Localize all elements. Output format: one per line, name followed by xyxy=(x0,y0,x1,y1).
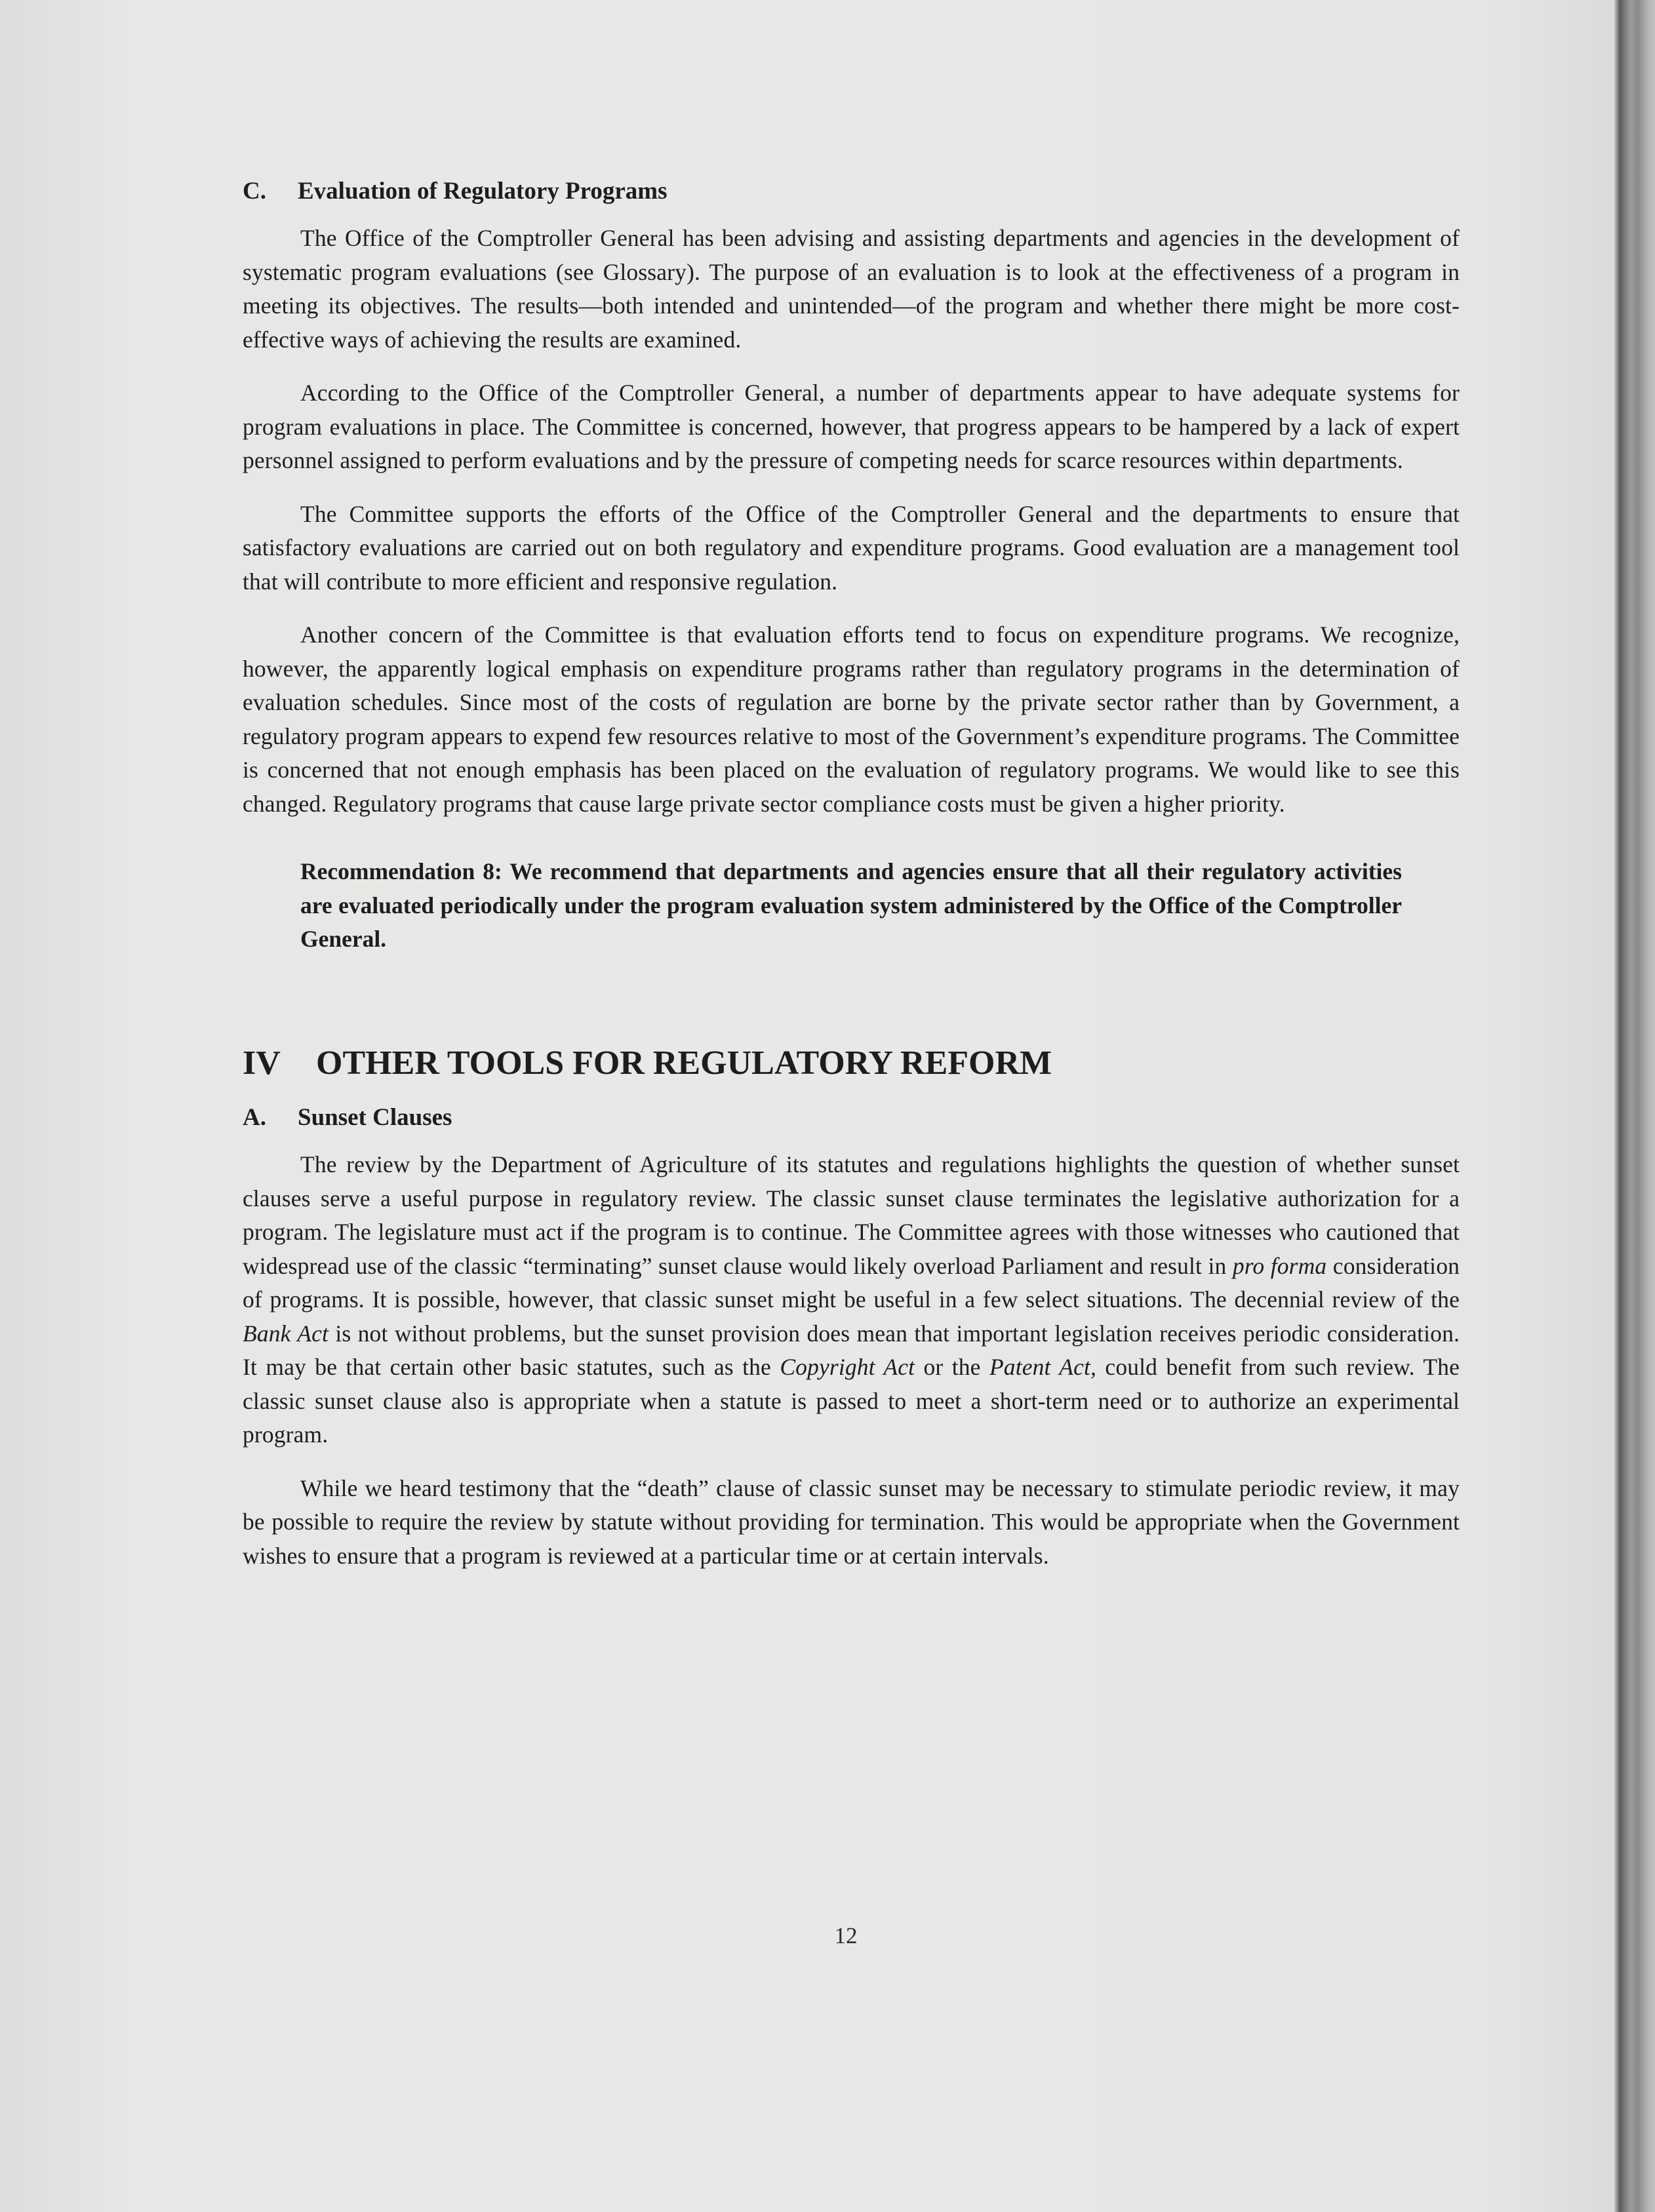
text-run: or the xyxy=(915,1354,989,1381)
paragraph: The Committee supports the efforts of the Office of the Comptroller General and the departments to ensure that satisfactory evaluations are carried out on both regulatory and expenditure programs. Good evaluation are a management tool that will contribute to more efficient and responsive regulation. xyxy=(243,500,1460,595)
italic-statute-title: Patent Act, xyxy=(989,1354,1097,1381)
text-run: is not without problems, but the sunset provision does mean that important legislation receives periodic consideration. It may be that certain other basic statutes, such as the xyxy=(243,1320,1460,1381)
section-a-title: Sunset Clauses xyxy=(298,1103,452,1131)
text-run: could benefit from such review. The classic sunset clause also is appropriate when a statute is passed to meet a short-term need or to authorize an experimental program. xyxy=(243,1354,1460,1448)
section-c-letter: C. xyxy=(243,178,266,205)
italic-term: pro forma xyxy=(1232,1252,1327,1279)
paragraph: While we heard testimony that the “death” clause of classic sunset may be necessary to stimulate periodic review, it may be possible to require the review by statute without providing for termination. This would be appropriate when the Government wishes to ensure that a program is reviewed at a particular time or at certain intervals. xyxy=(243,1474,1460,1569)
page-edge-shadow xyxy=(1614,0,1655,2212)
italic-statute-title: Copyright Act xyxy=(780,1354,915,1381)
page-number: 12 xyxy=(834,1923,858,1948)
section-iv-number: IV xyxy=(243,1044,281,1082)
section-c-heading xyxy=(243,176,1460,207)
paragraph: Another concern of the Committee is that evaluation efforts tend to focus on expenditure programs. We recognize, however, the apparently logical emphasis on expenditure programs rather than regulatory programs in the determination of evaluation schedules. Since most of the costs of regulation are borne by the private sector rather than by Government, a regulatory program appears to expend few resources relative to most of the Government’s expenditure programs. The Committee is concerned that not enough emphasis has been placed on the evaluation of regulatory programs. We would like to see this changed. Regulatory programs that cause large private sector compliance costs must be given a higher priority. xyxy=(243,622,1460,817)
recommendation-8: Recommendation 8: We recommend that departments and agencies ensure that all their regulatory activities are evaluated periodically under the program evaluation system administered by the Office of the Comptroller General. xyxy=(300,858,1402,953)
section-c-title: Evaluation of Regulatory Programs xyxy=(298,178,668,205)
section-a-letter: A. xyxy=(243,1103,266,1131)
text-run: consideration of programs. It is possible, however, that classic sunset might be useful in a few select situations. The decennial review of the xyxy=(243,1252,1460,1313)
italic-statute-title: Bank Act xyxy=(243,1320,329,1347)
paragraph: According to the Office of the Comptroller General, a number of departments appear to have adequate systems for program evaluations in place. The Committee is concerned, however, that progress appears to be hampered by a lack of expert personnel assigned to perform evaluations and by the pressure of competing needs for scarce resources within departments. xyxy=(243,380,1460,474)
section-iv-title: OTHER TOOLS FOR REGULATORY REFORM xyxy=(316,1044,1052,1082)
section-iv-heading xyxy=(243,1043,1460,1084)
text-run: The review by the Department of Agriculture of its statutes and regulations highlights the question of whether sunset clauses serve a useful purpose in regulatory review. The classic sunset clause terminates the legislative authorization for a program. The legislature must act if the program is to continue. The Committee agrees with those witnesses who cautioned that widespread use of the classic “terminating” sunset clause would likely overload Parliament and result in xyxy=(243,1151,1460,1279)
section-a-heading xyxy=(243,1102,1460,1134)
page-content xyxy=(243,176,1460,1592)
paragraph: The Office of the Comptroller General has been advising and assisting departments and agencies in the development of systematic program evaluations (see Glossary). The purpose of an evaluation is to look at the effectiveness of a program in meeting its objectives. The results—both intended and unintended—of the program and whether there might be more cost-effective ways of achieving the results are examined. xyxy=(243,225,1460,353)
paragraph-sunset-review xyxy=(243,1148,1460,1452)
